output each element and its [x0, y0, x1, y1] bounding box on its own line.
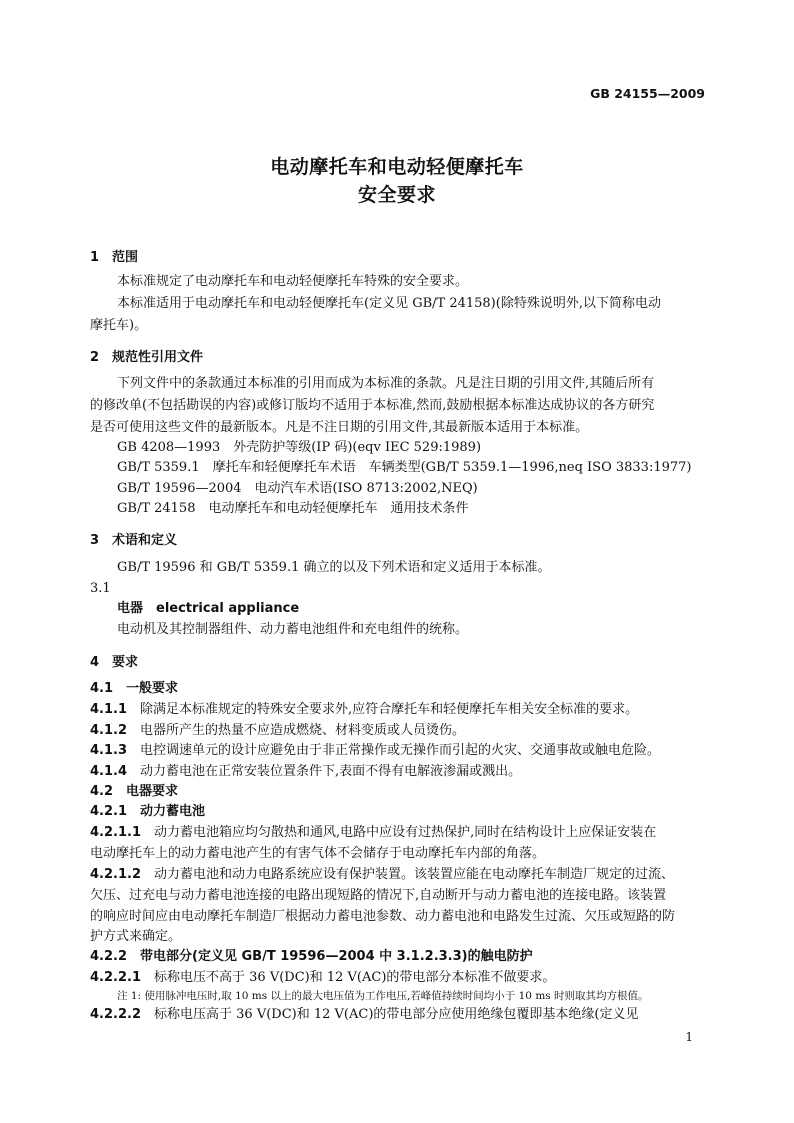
section-4-heading: 4 要求	[90, 655, 139, 670]
clause-title: 一般要求	[126, 681, 179, 696]
clause-4-1-4	[90, 761, 521, 783]
clause-number: 4.1.1	[90, 702, 128, 717]
reference-item: GB/T 19596—2004 电动汽车术语(ISO 8713:2002,NEQ)	[117, 481, 478, 496]
section-1-heading: 1 范围	[90, 250, 139, 265]
clause-title: 带电部分(定义见 GB/T 19596—2004 中 3.1.2.3.3)的触电防护	[140, 949, 533, 964]
clause-text: 动力蓄电池和动力电路系统应设有保护装置。该装置应能在电动摩托车制造厂规定的过流、	[154, 867, 675, 882]
clause-4-1	[90, 678, 178, 700]
s2-paragraph-1a: 下列文件中的条款通过本标准的引用而成为本标准的条款。凡是注日期的引用文件,其随后所有	[117, 376, 655, 391]
clause-number: 4.2.2	[90, 949, 128, 964]
clause-number: 4.2.2.2	[90, 1007, 141, 1022]
clause-text: 电器所产生的热量不应造成燃烧、材料变质或人员烫伤。	[140, 723, 466, 738]
clause-text-continued: 的响应时间应由电动摩托车制造厂根据动力蓄电池参数、动力蓄电池和电路发生过流、欠压或短路的防	[90, 909, 676, 924]
clause-number: 4.2.1.1	[90, 825, 141, 840]
clause-4-2-2-2	[90, 1004, 638, 1026]
page-number: 1	[685, 1030, 693, 1044]
clause-text: 动力蓄电池箱应均匀散热和通风,电路中应设有过热保护,同时在结构设计上应保证安装在	[154, 825, 657, 840]
s3-paragraph-1: GB/T 19596 和 GB/T 5359.1 确立的以及下列术语和定义适用于本标准。	[117, 560, 551, 575]
clause-4-1-2	[90, 720, 465, 742]
clause-text-continued: 欠压、过充电与动力蓄电池连接的电路出现短路的情况下,自动断开与动力蓄电池的连接电路。该装置	[90, 888, 667, 903]
clause-title: 动力蓄电池	[140, 804, 206, 819]
section-3-heading: 3 术语和定义	[90, 533, 178, 548]
s1-paragraph-2b: 摩托车)。	[90, 318, 148, 333]
clause-number: 4.1.4	[90, 764, 128, 779]
clause-number: 3.1	[90, 581, 111, 596]
clause-text: 电控调速单元的设计应避免由于非正常操作或无操作而引起的火灾、交通事故或触电危险。	[140, 743, 661, 758]
reference-item: GB/T 24158 电动摩托车和电动轻便摩托车 通用技术条件	[117, 501, 469, 516]
term-title: 电器 electrical appliance	[117, 601, 300, 616]
clause-4-1-1	[90, 699, 638, 721]
section-2-heading: 2 规范性引用文件	[90, 350, 204, 365]
clause-number: 4.1.2	[90, 723, 128, 738]
clause-number: 4.1	[90, 681, 114, 696]
clause-text-continued: 电动摩托车上的动力蓄电池产生的有害气体不会储存于电动摩托车内部的角落。	[90, 846, 546, 861]
clause-number: 4.1.3	[90, 743, 128, 758]
s1-paragraph-1: 本标准规定了电动摩托车和电动轻便摩托车特殊的安全要求。	[117, 274, 469, 289]
clause-title: 电器要求	[126, 784, 179, 799]
clause-4-1-3	[90, 740, 660, 762]
clause-4-2-2-1	[90, 967, 555, 989]
reference-item: GB 4208—1993 外壳防护等级(IP 码)(eqv IEC 529:1989)	[117, 440, 482, 455]
clause-text: 动力蓄电池在正常安装位置条件下,表面不得有电解液渗漏或溅出。	[140, 764, 522, 779]
clause-text: 标称电压不高于 36 V(DC)和 12 V(AC)的带电部分本标准不做要求。	[154, 970, 556, 985]
clause-number: 4.2.1	[90, 804, 128, 819]
clause-4-2-1	[90, 801, 205, 823]
clause-text: 除满足本标准规定的特殊安全要求外,应符合摩托车和轻便摩托车相关安全标准的要求。	[140, 702, 639, 717]
document-title: 电动摩托车和电动轻便摩托车	[270, 156, 524, 178]
note: 注 1: 使用脉冲电压时,取 10 ms 以上的最大电压值为工作电压,若峰值持续时间均小于 10 ms 时则取其均方根值。	[117, 990, 649, 1002]
term-definition: 电动机及其控制器组件、动力蓄电池组件和充电组件的统称。	[117, 622, 469, 637]
document-subtitle: 安全要求	[357, 184, 436, 206]
clause-number: 4.2.1.2	[90, 867, 141, 882]
reference-item: GB/T 5359.1 摩托车和轻便摩托车术语 车辆类型(GB/T 5359.1—1996,neq ISO 3833:1977)	[117, 460, 692, 475]
s1-paragraph-2a: 本标准适用于电动摩托车和电动轻便摩托车(定义见 GB/T 24158)(除特殊说明外,以下简称电动	[117, 296, 661, 311]
clause-4-2-2	[90, 946, 533, 968]
clause-4-2-1-2	[90, 864, 674, 886]
s2-paragraph-1c: 是否可使用这些文件的最新版本。凡是不注日期的引用文件,其最新版本适用于本标准。	[90, 420, 589, 435]
clause-text-continued: 护方式来确定。	[90, 929, 182, 944]
clause-number: 4.2	[90, 784, 114, 799]
s2-paragraph-1b: 的修改单(不包括勘误的内容)或修订版均不适用于本标准,然而,鼓励根据本标准达成协议的各方研究	[90, 398, 655, 413]
clause-4-2-1-1	[90, 822, 656, 844]
clause-text: 标称电压高于 36 V(DC)和 12 V(AC)的带电部分应使用绝缘包覆即基本绝缘(定义见	[154, 1007, 639, 1022]
clause-number: 4.2.2.1	[90, 970, 141, 985]
standard-number: GB 24155—2009	[590, 86, 705, 101]
clause-4-2	[90, 781, 178, 803]
